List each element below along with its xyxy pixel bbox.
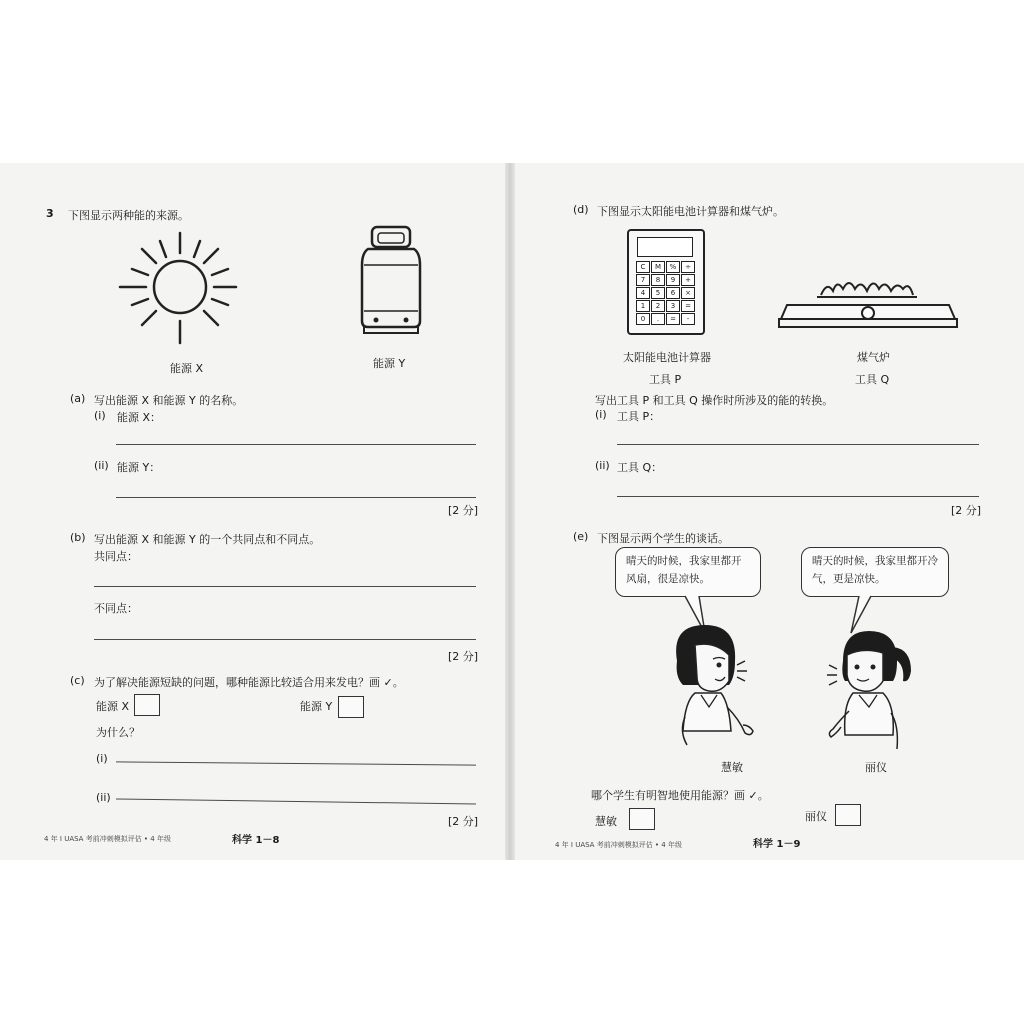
question-number: 3: [46, 207, 54, 220]
calculator-key: 3: [666, 300, 680, 312]
calculator-key: .: [651, 313, 665, 325]
source-x-caption: 能源 X: [170, 362, 204, 375]
answer-line[interactable]: [94, 639, 476, 640]
part-b-common: 共同点：: [94, 550, 138, 563]
calculator-key: =: [666, 313, 680, 325]
calculator-key: M: [651, 261, 665, 273]
student-left-name: 慧敏: [721, 761, 743, 774]
book-gutter: [505, 163, 515, 860]
part-c-ii-label: (ii): [96, 791, 111, 804]
answer-line[interactable]: [116, 497, 476, 498]
sun-icon: [118, 231, 238, 351]
speech-bubble-left: 晴天的时候，我家里都开风扇，很是凉快。: [615, 547, 761, 597]
calculator-key: +: [681, 274, 695, 286]
page-number: 科学 1－8: [232, 835, 280, 846]
calculator-key: 7: [636, 274, 650, 286]
part-d-ii-label: (ii): [595, 459, 610, 472]
page-footer: 4 年 I UASA 考前冲刺模拟评估 • 4 年级: [44, 835, 171, 843]
part-c-i-label: (i): [96, 752, 108, 765]
source-y-caption: 能源 Y: [373, 357, 406, 370]
answer-line[interactable]: [116, 761, 476, 765]
calculator-key: 1: [636, 300, 650, 312]
part-e-label: (e): [573, 530, 589, 543]
page-footer: 4 年 I UASA 考前冲刺模拟评估 • 4 年级: [555, 841, 682, 849]
calculator-caption: 太阳能电池计算器: [623, 351, 711, 364]
gas-stove-icon: [777, 269, 959, 331]
part-b-marks: [2 分]: [448, 650, 479, 663]
part-b-label: (b): [70, 531, 86, 544]
page-number: 科学 1－9: [753, 839, 801, 850]
calculator-key: %: [666, 261, 680, 273]
calculator-key: C: [636, 261, 650, 273]
calculator-display: [637, 237, 693, 257]
part-d-ii-text: 工具 Q：: [617, 461, 663, 474]
calculator-key: =: [681, 300, 695, 312]
part-d-label: (d): [573, 203, 589, 216]
checkbox-huimin[interactable]: [629, 808, 655, 830]
option-y-label: 能源 Y: [300, 700, 333, 713]
tool-p-label: 工具 P: [649, 373, 682, 386]
option-liyi-label: 丽仪: [805, 810, 827, 823]
checkbox-liyi[interactable]: [835, 804, 861, 826]
calculator-icon: [627, 229, 705, 335]
calculator-key: ÷: [681, 261, 695, 273]
stove-caption: 煤气炉: [857, 351, 890, 364]
speech-bubble-right: 晴天的时候，我家里都开冷气，更是凉快。: [801, 547, 949, 597]
part-a-i-text: 能源 X：: [117, 411, 162, 424]
answer-line[interactable]: [617, 496, 979, 497]
gas-cylinder-icon: [358, 225, 424, 335]
left-page: [0, 163, 505, 860]
tool-q-label: 工具 Q: [855, 373, 890, 386]
part-d-prompt: 下图显示太阳能电池计算器和煤气炉。: [597, 205, 784, 218]
option-huimin-label: 慧敏: [595, 815, 617, 828]
student-huimin-icon: [665, 621, 755, 751]
part-c-label: (c): [70, 674, 85, 687]
part-c-why: 为什么？: [96, 726, 140, 739]
question-intro: 下图显示两种能的来源。: [68, 209, 189, 222]
part-b-prompt: 写出能源 X 和能源 Y 的一个共同点和不同点。: [94, 533, 321, 546]
part-c-marks: [2 分]: [448, 815, 479, 828]
option-x-label: 能源 X: [96, 700, 130, 713]
student-liyi-icon: [823, 625, 923, 755]
calculator-key: 0: [636, 313, 650, 325]
calculator-key: ×: [681, 287, 695, 299]
right-page: [515, 163, 1024, 860]
part-b-different: 不同点：: [94, 602, 138, 615]
part-d-instruction: 写出工具 P 和工具 Q 操作时所涉及的能的转换。: [595, 394, 834, 407]
part-c-prompt: 为了解决能源短缺的问题，哪种能源比较适合用来发电？画 ✓。: [94, 676, 404, 689]
answer-line[interactable]: [617, 444, 979, 445]
part-d-i-text: 工具 P：: [617, 410, 661, 423]
part-a-i-label: (i): [94, 409, 106, 422]
part-e-prompt: 下图显示两个学生的谈话。: [597, 532, 729, 545]
calculator-key: 9: [666, 274, 680, 286]
part-d-i-label: (i): [595, 408, 607, 421]
calculator-key: -: [681, 313, 695, 325]
checkbox-source-y[interactable]: [338, 696, 364, 718]
answer-line[interactable]: [116, 798, 476, 804]
part-d-marks: [2 分]: [951, 504, 982, 517]
part-a-marks: [2 分]: [448, 504, 479, 517]
part-a-ii-label: (ii): [94, 459, 109, 472]
part-a-prompt: 写出能源 X 和能源 Y 的名称。: [94, 394, 244, 407]
part-a-label: (a): [70, 392, 86, 405]
part-a-ii-text: 能源 Y：: [117, 461, 161, 474]
worksheet-spread: [0, 163, 1024, 860]
answer-line[interactable]: [94, 586, 476, 587]
checkbox-source-x[interactable]: [134, 694, 160, 716]
calculator-key: 8: [651, 274, 665, 286]
calculator-key: 5: [651, 287, 665, 299]
calculator-key: 4: [636, 287, 650, 299]
part-e-question: 哪个学生有明智地使用能源？画 ✓。: [591, 789, 769, 802]
answer-line[interactable]: [116, 444, 476, 445]
student-right-name: 丽仪: [865, 761, 887, 774]
calculator-key: 2: [651, 300, 665, 312]
calculator-key: 6: [666, 287, 680, 299]
